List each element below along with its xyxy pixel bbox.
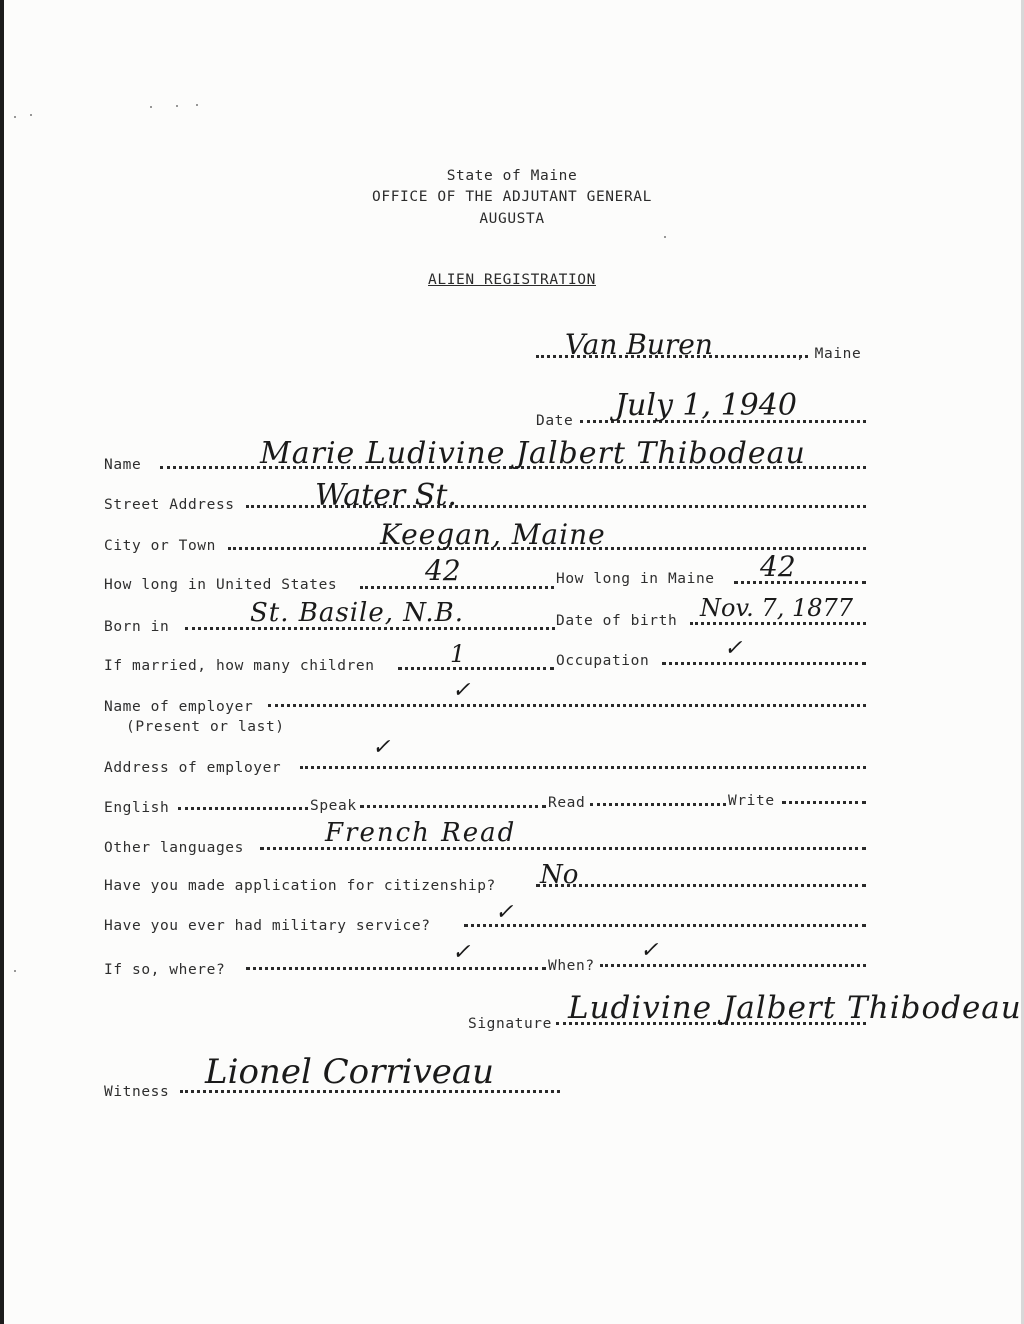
signature-value: Ludivine Jalbert Thibodeau xyxy=(568,990,1022,1026)
street-value: Water St. xyxy=(315,478,457,513)
other-languages-label: Other languages xyxy=(104,840,244,856)
citizenship-dots xyxy=(536,884,866,887)
signature-label: Signature xyxy=(468,1016,552,1032)
born-in-label: Born in xyxy=(104,619,170,635)
employer-address-label: Address of employer xyxy=(104,760,282,776)
date-of-birth-dots xyxy=(690,622,866,625)
where-label: If so, where? xyxy=(104,962,226,978)
other-languages-value: French Read xyxy=(325,818,517,848)
date-of-birth-label: Date of birth xyxy=(556,613,678,629)
how-long-maine-label: How long in Maine xyxy=(556,571,715,587)
when-dots xyxy=(600,964,866,967)
scan-speck xyxy=(30,114,32,116)
header-city: AUGUSTA xyxy=(479,211,545,227)
children-label: If married, how many children xyxy=(104,658,375,674)
employer-address-check: ✓ xyxy=(372,735,391,760)
english-write-dots xyxy=(782,801,866,804)
form-title: ALIEN REGISTRATION xyxy=(428,272,596,288)
where-check: ✓ xyxy=(452,940,471,965)
scan-speck xyxy=(150,106,152,108)
date-label: Date xyxy=(536,413,574,429)
witness-label: Witness xyxy=(104,1084,170,1100)
location-suffix: , Maine xyxy=(796,346,862,362)
city-value: Keegan, Maine xyxy=(380,518,606,551)
english-speak-dots xyxy=(360,805,546,808)
where-dots xyxy=(246,967,546,970)
how-long-maine-value: 42 xyxy=(760,550,796,583)
occupation-dots xyxy=(662,662,866,665)
scan-speck xyxy=(664,236,666,238)
employer-sublabel: (Present or last) xyxy=(126,719,285,735)
witness-value: Lionel Corriveau xyxy=(205,1052,494,1092)
citizenship-value: No xyxy=(540,860,579,890)
location-value: Van Buren xyxy=(565,328,713,361)
scan-speck xyxy=(196,104,198,106)
scan-speck xyxy=(176,105,178,107)
military-dots xyxy=(464,924,866,927)
occupation-label: Occupation xyxy=(556,653,650,669)
occupation-check: ✓ xyxy=(724,636,743,661)
military-label: Have you ever had military service? xyxy=(104,918,431,934)
children-value: 1 xyxy=(450,640,466,668)
english-dots xyxy=(178,807,308,810)
employer-check: ✓ xyxy=(452,678,471,703)
english-read: Read xyxy=(548,795,586,811)
date-value: July 1, 1940 xyxy=(615,388,797,423)
employer-address-dots xyxy=(300,766,866,769)
scan-speck xyxy=(14,970,16,972)
children-dots xyxy=(398,667,554,670)
english-speak: Speak xyxy=(310,798,357,814)
english-write: Write xyxy=(728,793,775,809)
english-read-dots xyxy=(590,803,726,806)
how-long-us-label: How long in United States xyxy=(104,577,338,593)
city-label: City or Town xyxy=(104,538,216,554)
when-check: ✓ xyxy=(640,938,659,963)
when-label: When? xyxy=(548,958,595,974)
header-state: State of Maine xyxy=(446,168,578,184)
military-check: ✓ xyxy=(495,900,514,925)
date-of-birth-value: Nov. 7, 1877 xyxy=(700,594,854,622)
citizenship-label: Have you made application for citizenship? xyxy=(104,878,496,894)
english-label: English xyxy=(104,800,170,816)
scan-speck xyxy=(14,116,16,118)
header-office: OFFICE OF THE ADJUTANT GENERAL xyxy=(372,189,652,205)
name-value: Marie Ludivine Jalbert Thibodeau xyxy=(260,436,806,471)
how-long-us-value: 42 xyxy=(425,554,461,587)
employer-dots xyxy=(268,704,866,707)
street-label: Street Address xyxy=(104,497,235,513)
born-in-value: St. Basile, N.B. xyxy=(250,598,465,628)
name-label: Name xyxy=(104,457,142,473)
employer-label: Name of employer xyxy=(104,699,254,715)
how-long-maine-dots xyxy=(734,581,866,584)
